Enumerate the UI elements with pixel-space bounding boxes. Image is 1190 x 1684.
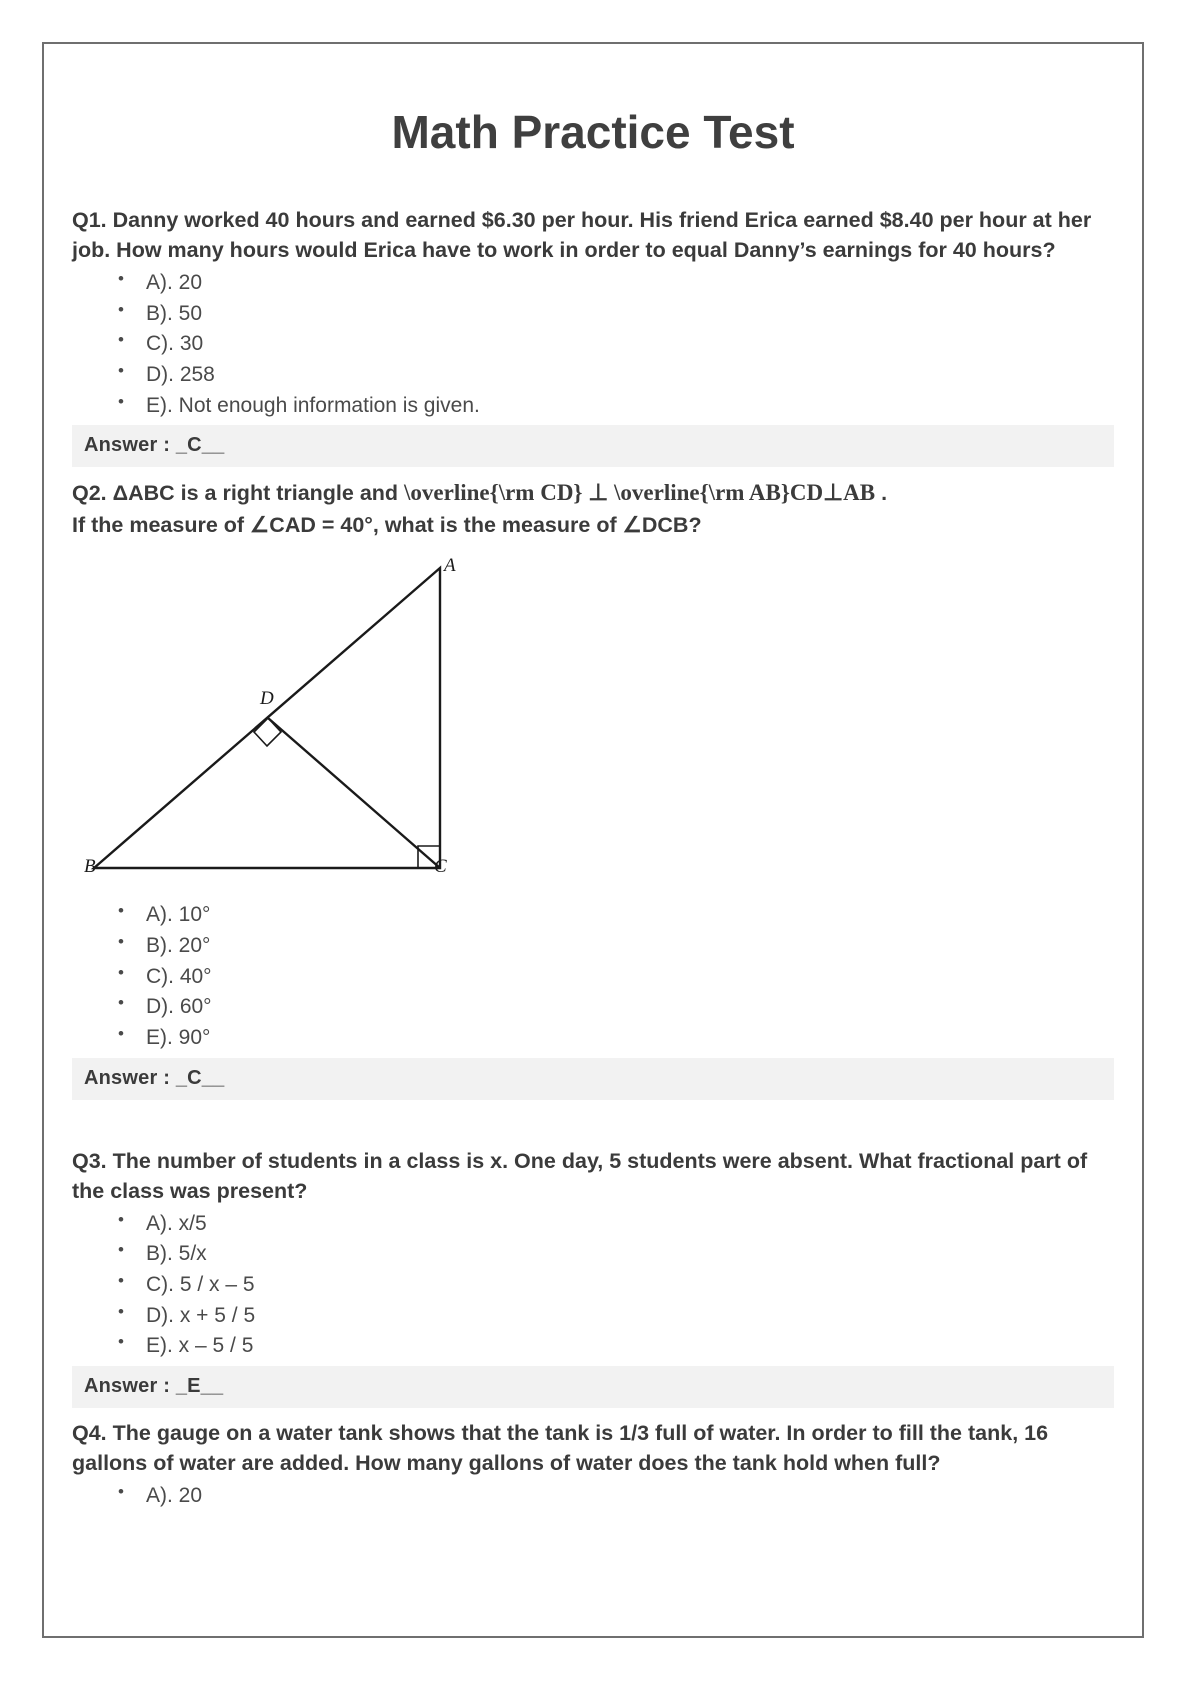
list-item[interactable]: • C). 30: [72, 329, 1114, 360]
choice-list: [72, 268, 1114, 421]
question-stem-line2: If the measure of ∠CAD = 40°, what is the measure of ∠DCB?: [72, 512, 702, 537]
list-item[interactable]: • C). 5 / x – 5: [72, 1270, 1114, 1301]
question-stem-part1: Q2. ΔABC is a right triangle and: [72, 481, 405, 506]
question-block-q1: [72, 205, 1114, 467]
title-spacer: [72, 159, 1114, 205]
altitude-segment-cd: [268, 718, 440, 868]
list-item[interactable]: • E). Not enough information is given.: [72, 391, 1114, 422]
question-stem: Q4. The gauge on a water tank shows that the tank is 1/3 full of water. In order to fill the tank, 16 gallons of water are added. How many gallons of water does the tank hold when full?: [72, 1420, 1049, 1476]
choice-list: [72, 1209, 1114, 1362]
list-item[interactable]: • C). 40°: [72, 962, 1114, 993]
question-block-q4: [72, 1418, 1114, 1512]
question-block-q2: [72, 477, 1114, 1099]
document-page: [42, 42, 1144, 1638]
list-item[interactable]: • A). 20: [72, 268, 1114, 299]
question-stem-latex: \overline{\rm CD} ⊥ \overline{\rm AB}CD⊥AB: [404, 480, 876, 506]
list-item[interactable]: • A). 10°: [72, 900, 1114, 931]
question-stem: [72, 477, 1114, 540]
question-block-q3: [72, 1146, 1114, 1408]
choice-list: [72, 900, 1114, 1053]
q1-q2-spacer: [72, 467, 1114, 477]
right-triangle-diagram: [72, 550, 492, 898]
list-item[interactable]: • E). x – 5 / 5: [72, 1331, 1114, 1362]
question-stem: Q1. Danny worked 40 hours and earned $6.30 per hour. His friend Erica earned $8.40 per hour at her job. How many hours would Erica have to work in order to equal Danny’s earnings for 40 hours?: [72, 207, 1092, 263]
list-item[interactable]: • B). 20°: [72, 931, 1114, 962]
geometry-figure: [72, 550, 1114, 898]
list-item[interactable]: • B). 50: [72, 299, 1114, 330]
list-item[interactable]: • A). x/5: [72, 1209, 1114, 1240]
list-item[interactable]: • B). 5/x: [72, 1239, 1114, 1270]
question-stem: Q3. The number of students in a class is x. One day, 5 students were absent. What fractional part of the class was present?: [72, 1148, 1088, 1204]
question-stem-part2: .: [875, 481, 888, 506]
q2-q3-spacer: [72, 1100, 1114, 1146]
right-angle-mark-at-d: [254, 718, 281, 746]
vertex-label-a: A: [444, 555, 456, 577]
list-item[interactable]: • D). 60°: [72, 992, 1114, 1023]
answer-bar: Answer : _C__: [72, 425, 1114, 467]
list-item[interactable]: • D). x + 5 / 5: [72, 1301, 1114, 1332]
list-item[interactable]: • D). 258: [72, 360, 1114, 391]
answer-bar: Answer : _E__: [72, 1366, 1114, 1408]
vertex-label-b: B: [84, 856, 96, 878]
list-item[interactable]: • E). 90°: [72, 1023, 1114, 1054]
vertex-label-d: D: [260, 688, 274, 710]
vertex-label-c: C: [434, 856, 447, 878]
page-content: [72, 74, 1114, 1636]
answer-bar: Answer : _C__: [72, 1058, 1114, 1100]
choice-list: [72, 1481, 1114, 1512]
list-item[interactable]: • A). 20: [72, 1481, 1114, 1512]
q3-q4-spacer: [72, 1408, 1114, 1418]
page-title: Math Practice Test: [391, 106, 795, 158]
